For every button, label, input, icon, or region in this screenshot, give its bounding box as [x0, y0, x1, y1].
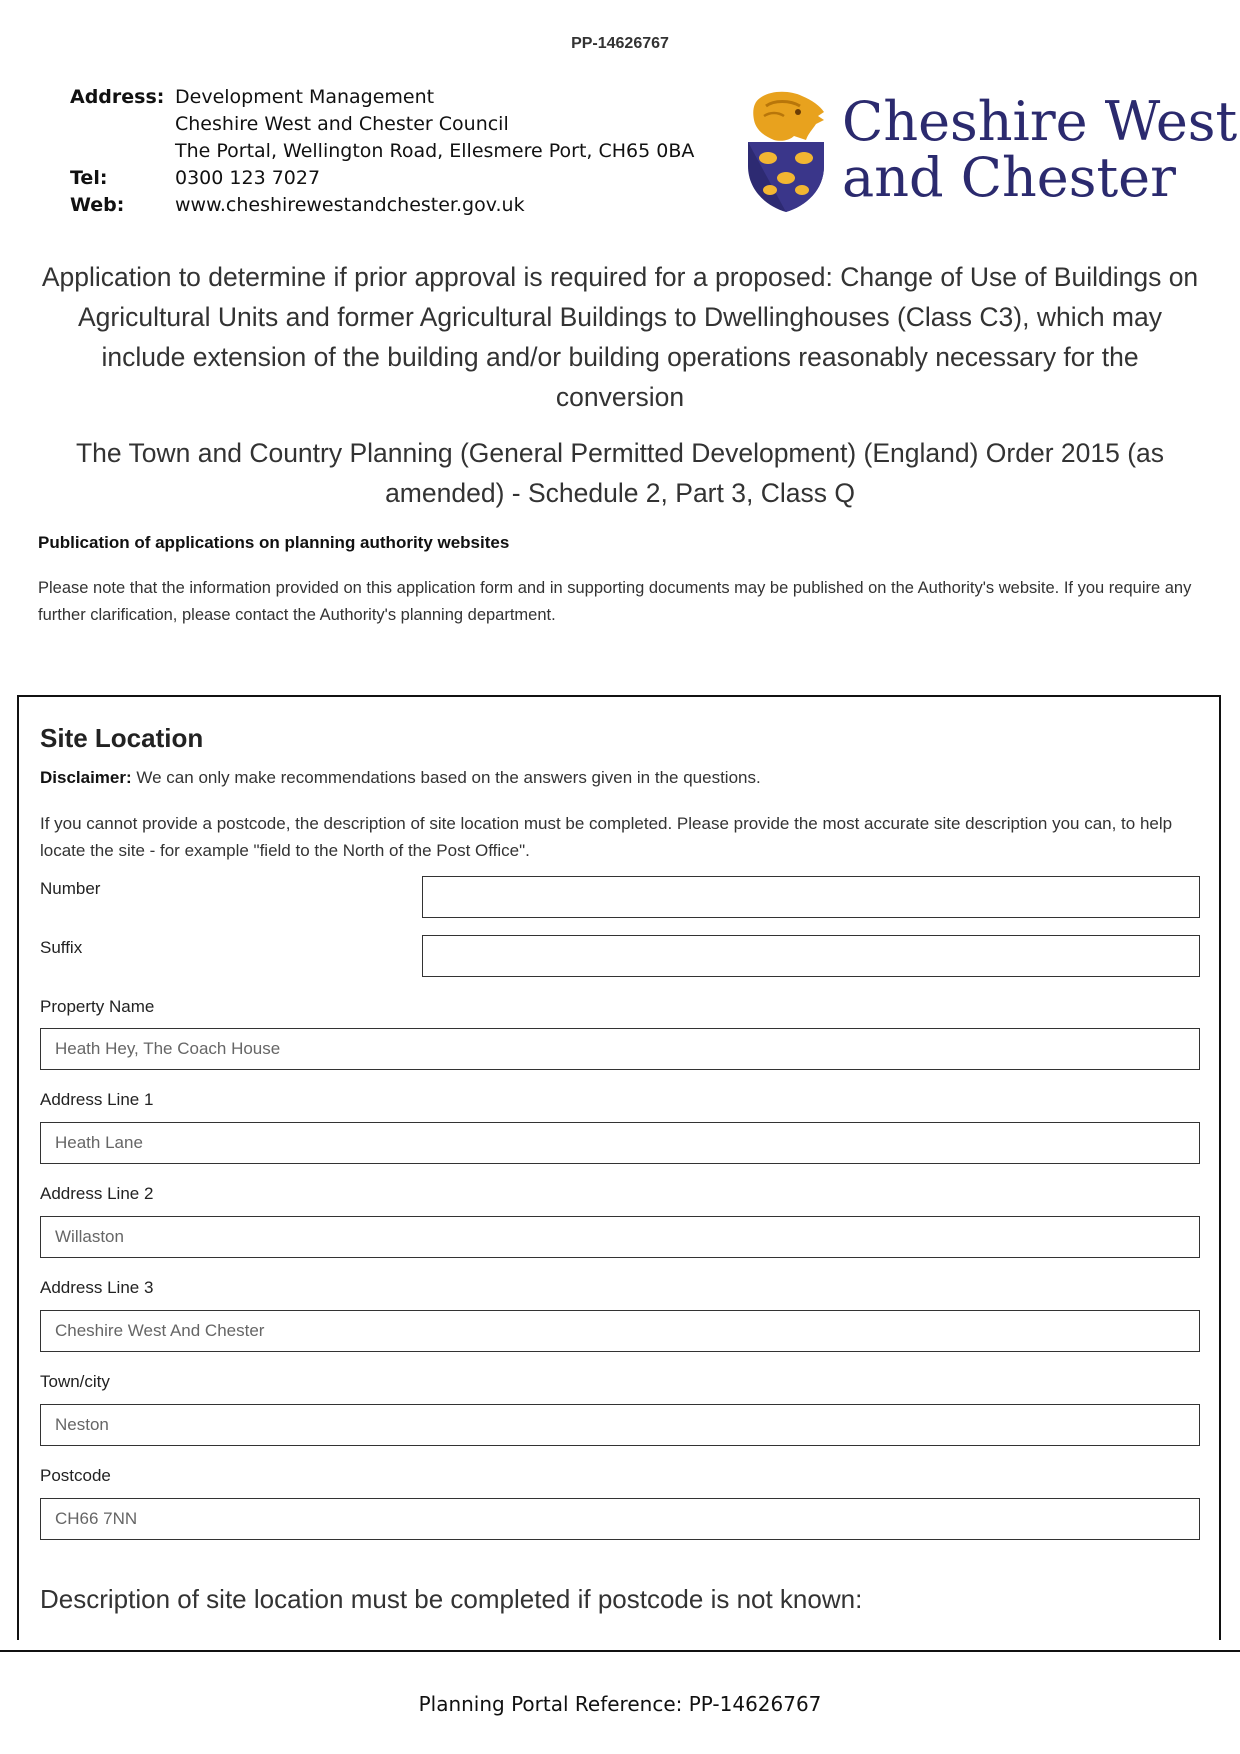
- council-contact-block: [70, 84, 694, 219]
- address-line-3: The Portal, Wellington Road, Ellesmere Port, CH65 0BA: [175, 140, 695, 162]
- publication-note: Please note that the information provided on this application form and in supporting documents may be published on the Authority's website. If you require any further clarification, please contact the Authority's planning department.: [38, 579, 1192, 624]
- logo-text-line-2: and Chester: [842, 146, 1176, 209]
- address-line-2-label: Address Line 2: [40, 1184, 154, 1203]
- postcode-note: If you cannot provide a postcode, the description of site location must be completed. Please provide the most accurate site description you can, to help locate the site - for example "field to the North of the Post Office".: [40, 814, 1173, 860]
- suffix-label: Suffix: [40, 938, 83, 957]
- application-title: Application to determine if prior approval is required for a proposed: Change of Use of Buildings on Agricultural Units and former Agricultural Buildings to Dwellinghouses (Class C3), which may include extension of the building and/or building operations reasonably necessary for the conversion: [41, 262, 1199, 412]
- number-field[interactable]: [422, 876, 1200, 918]
- suffix-field[interactable]: [422, 935, 1200, 977]
- town-city-label: Town/city: [40, 1372, 110, 1391]
- address-line-3-field[interactable]: Cheshire West And Chester: [40, 1310, 1200, 1352]
- council-logo: [746, 90, 1237, 214]
- footer-reference: Planning Portal Reference: PP-14626767: [418, 1692, 822, 1716]
- number-label: Number: [40, 879, 101, 898]
- address-label: Address:: [70, 86, 165, 108]
- logo-text-line-1: Cheshire West: [842, 90, 1238, 153]
- disclaimer-text: We can only make recommendations based on the answers given in the questions.: [131, 768, 761, 787]
- lion-shield-icon: [746, 90, 826, 214]
- property-name-field[interactable]: Heath Hey, The Coach House: [40, 1028, 1200, 1070]
- tel-number: 0300 123 7027: [175, 167, 321, 189]
- section-title: Site Location: [40, 723, 204, 753]
- publication-heading: Publication of applications on planning authority websites: [38, 533, 510, 552]
- town-city-field[interactable]: Neston: [40, 1404, 1200, 1446]
- property-name-label: Property Name: [40, 997, 155, 1016]
- site-description-heading: Description of site location must be completed if postcode is not known:: [40, 1584, 863, 1614]
- postcode-label: Postcode: [40, 1466, 111, 1485]
- address-line-1: Development Management: [175, 86, 435, 108]
- address-line-2-field[interactable]: Willaston: [40, 1216, 1200, 1258]
- disclaimer: [40, 768, 761, 788]
- reference-number-top: PP-14626767: [571, 35, 669, 52]
- web-address: www.cheshirewestandchester.gov.uk: [175, 194, 525, 216]
- legislation-reference: The Town and Country Planning (General Permitted Development) (England) Order 2015 (as amended) - Schedule 2, Part 3, Class Q: [75, 438, 1165, 508]
- tel-label: Tel:: [70, 167, 108, 189]
- address-line-3-label: Address Line 3: [40, 1278, 154, 1297]
- disclaimer-label: Disclaimer:: [40, 768, 132, 787]
- footer-divider: [0, 1650, 1240, 1652]
- web-label: Web:: [70, 194, 125, 216]
- address-line-2: Cheshire West and Chester Council: [175, 113, 509, 135]
- address-line-1-field[interactable]: Heath Lane: [40, 1122, 1200, 1164]
- postcode-field[interactable]: CH66 7NN: [40, 1498, 1200, 1540]
- address-line-1-label: Address Line 1: [40, 1090, 154, 1109]
